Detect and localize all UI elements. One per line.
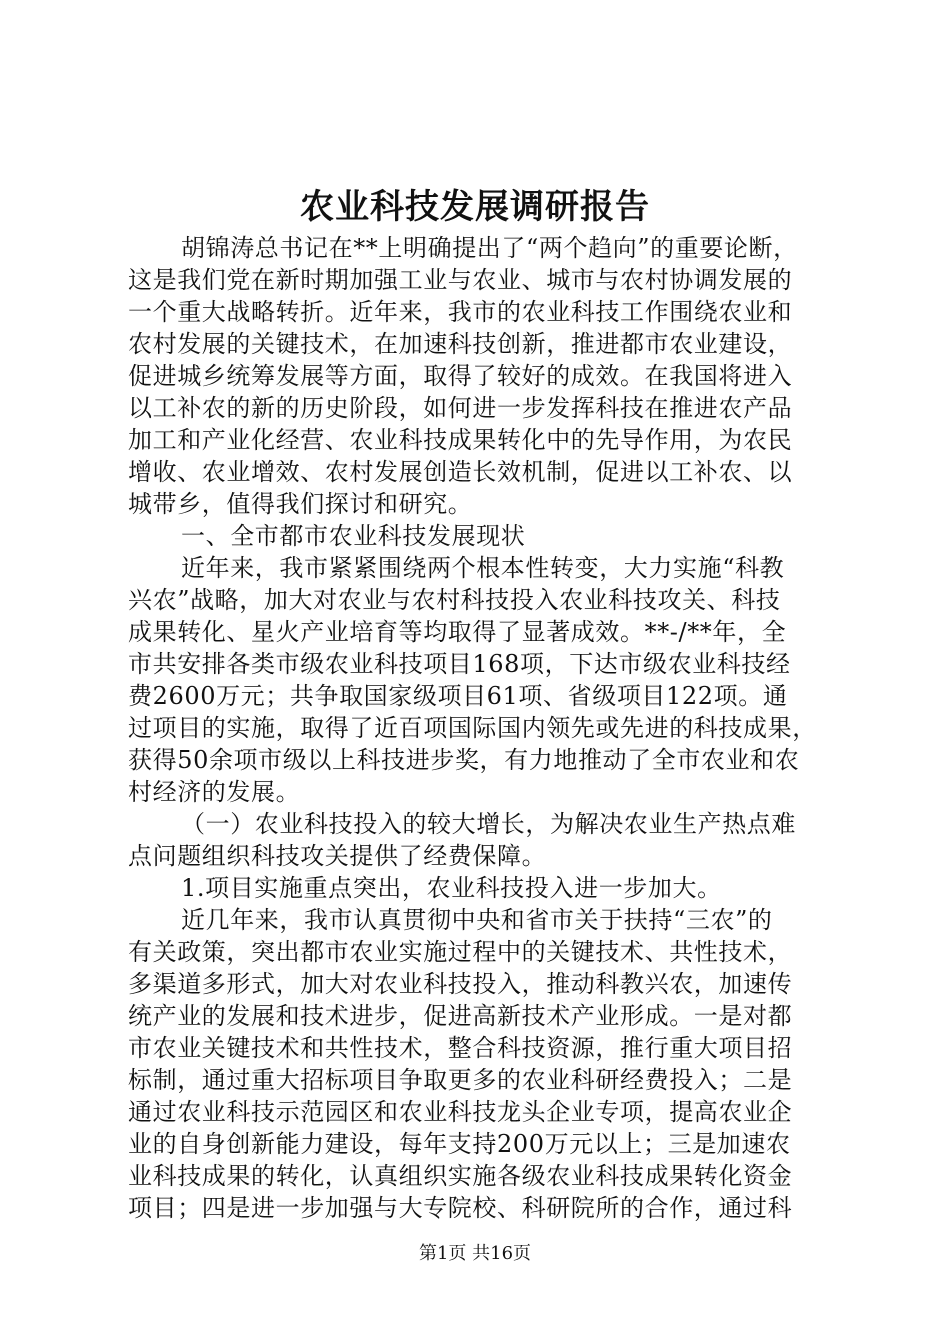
paragraph-line: 统产业的发展和技术进步，促进高新技术产业形成。一是对都 [128, 1002, 793, 1030]
paragraph-line: 业的自身创新能力建设，每年支持200万元以上；三是加速农 [128, 1130, 791, 1158]
paragraph-line: 一个重大战略转折。近年来，我市的农业科技工作围绕农业和 [128, 298, 793, 326]
paragraph-line: 业科技成果的转化，认真组织实施各级农业科技成果转化资金 [128, 1162, 793, 1190]
paragraph-line: 费2600万元；共争取国家级项目61项、省级项目122项。通 [128, 682, 788, 710]
section-heading: 一、全市都市农业科技发展现状 [181, 522, 526, 550]
document-body [128, 232, 838, 1224]
subsection-heading: （一）农业科技投入的较大增长，为解决农业生产热点难 [181, 810, 796, 838]
paragraph-line: 增收、农业增效、农村发展创造长效机制，促进以工补农、以 [128, 458, 793, 486]
document-title: 农业科技发展调研报告 [300, 187, 650, 227]
paragraph-line: 这是我们党在新时期加强工业与农业、城市与农村协调发展的 [128, 266, 793, 294]
paragraph-line: 村经济的发展。 [128, 778, 301, 806]
paragraph-line: 近年来，我市紧紧围绕两个根本性转变，大力实施“科教 [181, 554, 785, 582]
paragraph-line: 过项目的实施，取得了近百项国际国内领先或先进的科技成果， [128, 714, 817, 742]
paragraph-line: 市共安排各类市级农业科技项目168项，下达市级农业科技经 [128, 650, 791, 678]
paragraph-line: 有关政策，突出都市农业实施过程中的关键技术、共性技术， [128, 938, 793, 966]
item-heading: 1.项目实施重点突出，农业科技投入进一步加大。 [181, 874, 722, 902]
paragraph-line: 市农业关键技术和共性技术，整合科技资源，推行重大项目招 [128, 1034, 793, 1062]
paragraph-line: 以工补农的新的历史阶段，如何进一步发挥科技在推进农产品 [128, 394, 793, 422]
paragraph-line: 促进城乡统筹发展等方面，取得了较好的成效。在我国将进入 [128, 362, 793, 390]
paragraph-line: 兴农”战略，加大对农业与农村科技投入农业科技攻关、科技 [128, 586, 781, 614]
paragraph-line: 农村发展的关键技术，在加速科技创新，推进都市农业建设， [128, 330, 793, 358]
paragraph-line: 通过农业科技示范园区和农业科技龙头企业专项，提高农业企 [128, 1098, 793, 1126]
paragraph-line: 获得50余项市级以上科技进步奖，有力地推动了全市农业和农 [128, 746, 800, 774]
paragraph-line: 项目；四是进一步加强与大专院校、科研院所的合作，通过科 [128, 1194, 793, 1222]
subsection-heading: 点问题组织科技攻关提供了经费保障。 [128, 842, 547, 870]
paragraph-line: 多渠道多形式，加大对农业科技投入，推动科教兴农，加速传 [128, 970, 793, 998]
paragraph-line: 加工和产业化经营、农业科技成果转化中的先导作用，为农民 [128, 426, 793, 454]
page-number-footer: 第1页 共16页 [418, 1243, 532, 1264]
paragraph-line: 标制，通过重大招标项目争取更多的农业科研经费投入；二是 [128, 1066, 793, 1094]
paragraph-line: 近几年来，我市认真贯彻中央和省市关于扶持“三农”的 [181, 906, 773, 934]
paragraph-line: 成果转化、星火产业培育等均取得了显著成效。**-/**年，全 [128, 618, 787, 646]
paragraph-line: 城带乡，值得我们探讨和研究。 [128, 490, 473, 518]
paragraph-line: 胡锦涛总书记在**上明确提出了“两个趋向”的重要论断， [181, 234, 798, 262]
